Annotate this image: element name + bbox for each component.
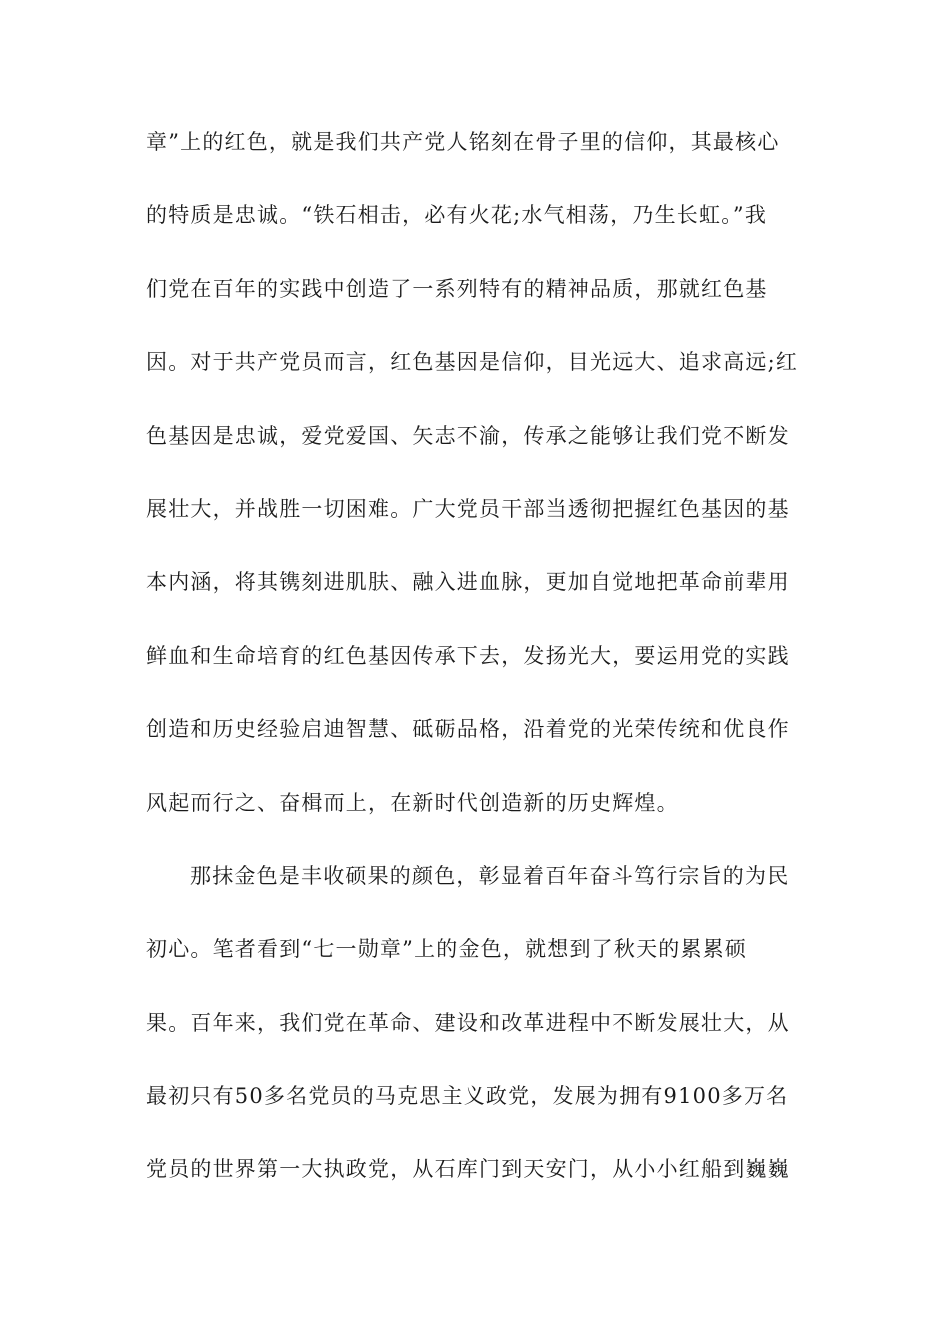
text-line: 风起而行之、奋楫而上，在新时代创造新的历史辉煌。 [146, 790, 679, 815]
body-text [146, 121, 806, 1222]
text-line: 初心。笔者看到“七一勋章”上的金色，就想到了秋天的累累硕 [146, 937, 748, 962]
paragraph-start-line: 那抹金色是丰收硕果的颜色，彰显着百年奋斗笃行宗旨的为民 [190, 863, 790, 888]
text-line: 展壮大，并战胜一切困难。广大党员干部当透彻把握红色基因的基 [146, 496, 790, 521]
text-line: 最初只有50多名党员的马克思主义政党，发展为拥有9100多万名 [146, 1084, 789, 1109]
text-line: 果。百年来，我们党在革命、建设和改革进程中不断发展壮大，从 [146, 1010, 790, 1035]
text-line: 们党在百年的实践中创造了一系列特有的精神品质，那就红色基 [146, 276, 768, 301]
text-line: 的特质是忠诚。“铁石相击，必有火花;水气相荡，乃生长虹。”我 [146, 203, 768, 228]
text-line: 党员的世界第一大执政党，从石库门到天安门，从小小红船到巍巍 [146, 1157, 790, 1182]
text-line: 鲜血和生命培育的红色基因传承下去，发扬光大，要运用党的实践 [146, 643, 790, 668]
text-line: 色基因是忠诚，爱党爱国、矢志不渝，传承之能够让我们党不断发 [146, 423, 790, 448]
text-line: 因。对于共产党员而言，红色基因是信仰，目光远大、追求高远;红 [146, 350, 799, 375]
text-line: 本内涵，将其镌刻进肌肤、融入进血脉，更加自觉地把革命前辈用 [146, 570, 790, 595]
text-line: 章”上的红色，就是我们共产党人铭刻在骨子里的信仰，其最核心 [146, 130, 780, 154]
text-line: 创造和历史经验启迪智慧、砥砺品格，沿着党的光荣传统和优良作 [146, 717, 790, 742]
